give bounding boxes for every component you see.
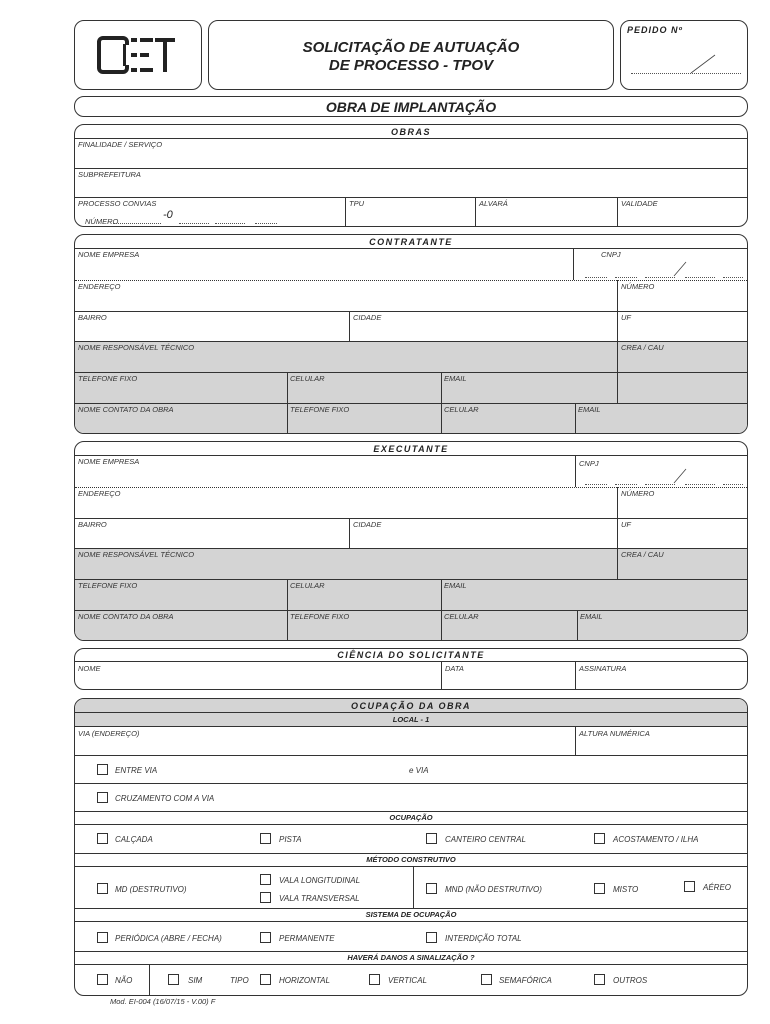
contratante-telefone: TELEFONE FIXO: [78, 374, 138, 383]
executante-email2: EMAIL: [580, 612, 603, 621]
ciencia-nome: NOME: [78, 664, 101, 673]
contratante-bairro: BAIRRO: [78, 313, 107, 322]
nao-label: NÃO: [115, 976, 133, 985]
contratante-crea: CREA / CAU: [621, 343, 664, 352]
contratante-telefone2: TELEFONE FIXO: [290, 405, 350, 414]
contratante-contato: NOME CONTATO DA OBRA: [78, 405, 174, 414]
validade-label: VALIDADE: [621, 199, 658, 208]
md-label: MD (DESTRUTIVO): [115, 885, 187, 894]
local-title: LOCAL - 1: [392, 715, 430, 724]
aereo-label: AÉREO: [703, 883, 732, 892]
sim-label: SIM: [188, 976, 203, 985]
executante-bairro: BAIRRO: [78, 520, 107, 529]
numero-label: NÚMERO: [85, 217, 119, 226]
sim-checkbox[interactable]: [168, 974, 179, 985]
outros-label: OUTROS: [613, 976, 648, 985]
acostamento-checkbox[interactable]: [594, 833, 605, 844]
pedido-line: [631, 73, 741, 74]
vertical-checkbox[interactable]: [369, 974, 380, 985]
executante-title: EXECUTANTE: [373, 444, 449, 454]
mnd-label: MND (NÃO DESTRUTIVO): [445, 885, 542, 894]
executante-endereco: ENDEREÇO: [78, 489, 121, 498]
vertical-label: VERTICAL: [388, 976, 427, 985]
horizontal-checkbox[interactable]: [260, 974, 271, 985]
obras-title: OBRAS: [390, 127, 431, 137]
periodica-checkbox[interactable]: [97, 932, 108, 943]
metodo-subtitle: MÉTODO CONSTRUTIVO: [366, 855, 456, 864]
pedido-label: PEDIDO Nº: [627, 25, 683, 35]
contratante-title: CONTRATANTE: [369, 237, 453, 247]
form-title-line1: SOLICITAÇÃO DE AUTUAÇÃO: [302, 39, 520, 56]
contratante-celular: CELULAR: [290, 374, 325, 383]
tpu-label: TPU: [349, 199, 364, 208]
pedido-slash-icon: [689, 53, 719, 75]
e-via-label: e VIA: [409, 766, 429, 775]
ciencia-assinatura: ASSINATURA: [579, 664, 627, 673]
contratante-endereco: ENDEREÇO: [78, 282, 121, 291]
cet-logo: [97, 35, 177, 75]
permanente-label: PERMANENTE: [279, 934, 335, 943]
obras-section: [74, 124, 748, 227]
sistema-subtitle: SISTEMA DE OCUPAÇÃO: [365, 910, 457, 919]
contratante-celular2: CELULAR: [444, 405, 479, 414]
ciencia-title: CIÊNCIA DO SOLICITANTE: [337, 650, 485, 660]
executante-nome-empresa: NOME EMPRESA: [78, 457, 140, 466]
contratante-email: EMAIL: [444, 374, 467, 383]
finalidade-label: FINALIDADE / SERVIÇO: [78, 140, 163, 149]
canteiro-checkbox[interactable]: [426, 833, 437, 844]
vala-trans-label: VALA TRANSVERSAL: [279, 894, 360, 903]
horizontal-label: HORIZONTAL: [279, 976, 330, 985]
executante-responsavel: NOME RESPONSÁVEL TÉCNICO: [78, 550, 195, 559]
ocupacao-subtitle: OCUPAÇÃO: [389, 813, 433, 822]
outros-checkbox[interactable]: [594, 974, 605, 985]
pista-label: PISTA: [279, 835, 302, 844]
executante-numero: NÚMERO: [621, 489, 655, 498]
numero-prefix: -0: [163, 209, 173, 221]
ocupacao-title: OCUPAÇÃO DA OBRA: [351, 701, 471, 711]
entre-via-checkbox[interactable]: [97, 764, 108, 775]
contratante-cidade: CIDADE: [353, 313, 382, 322]
form-title-line2: DE PROCESSO - TPOV: [328, 57, 494, 74]
via-label: VIA (ENDEREÇO): [78, 729, 140, 738]
logo-box: [74, 20, 202, 90]
executante-cidade: CIDADE: [353, 520, 382, 529]
tipo-label: TIPO: [230, 976, 249, 985]
contratante-cnpj: CNPJ: [601, 250, 621, 259]
canteiro-label: CANTEIRO CENTRAL: [445, 835, 526, 844]
executante-section: [74, 441, 748, 641]
aereo-checkbox[interactable]: [684, 881, 695, 892]
executante-uf: UF: [621, 520, 631, 529]
contratante-email2: EMAIL: [578, 405, 601, 414]
pista-checkbox[interactable]: [260, 833, 271, 844]
contratante-nome-empresa: NOME EMPRESA: [78, 250, 140, 259]
contratante-numero: NÚMERO: [621, 282, 655, 291]
contratante-uf: UF: [621, 313, 631, 322]
processo-label: PROCESSO CONVIAS: [78, 199, 157, 208]
cruzamento-label: CRUZAMENTO COM A VIA: [115, 794, 215, 803]
permanente-checkbox[interactable]: [260, 932, 271, 943]
entre-via-label: ENTRE VIA: [115, 766, 158, 775]
acostamento-label: ACOSTAMENTO / ILHA: [613, 835, 699, 844]
contratante-section: [74, 234, 748, 434]
contratante-responsavel: NOME RESPONSÁVEL TÉCNICO: [78, 343, 195, 352]
ciencia-data: DATA: [445, 664, 464, 673]
semaforica-checkbox[interactable]: [481, 974, 492, 985]
altura-label: ALTURA NUMÉRICA: [579, 729, 650, 738]
vala-trans-checkbox[interactable]: [260, 892, 271, 903]
vala-long-checkbox[interactable]: [260, 874, 271, 885]
banner-box: [74, 96, 748, 117]
executante-contato: NOME CONTATO DA OBRA: [78, 612, 174, 621]
semaforica-label: SEMAFÓRICA: [499, 976, 552, 985]
executante-telefone: TELEFONE FIXO: [78, 581, 138, 590]
alvara-label: ALVARÁ: [479, 199, 508, 208]
calcada-checkbox[interactable]: [97, 833, 108, 844]
periodica-label: PERIÓDICA (ABRE / FECHA): [115, 934, 222, 943]
vala-long-label: VALA LONGITUDINAL: [279, 876, 361, 885]
footer-model: Mod. EI-004 (16/07/15 - V.00) F: [110, 997, 216, 1006]
ciencia-section: [74, 648, 748, 690]
executante-email: EMAIL: [444, 581, 467, 590]
danos-subtitle: HAVERÁ DANOS A SINALIZAÇÃO ?: [347, 953, 475, 962]
calcada-label: CALÇADA: [115, 835, 153, 844]
pedido-box[interactable]: [620, 20, 748, 90]
executante-cnpj: CNPJ: [579, 459, 599, 468]
executante-celular: CELULAR: [290, 581, 325, 590]
executante-celular2: CELULAR: [444, 612, 479, 621]
ocupacao-section: [74, 698, 748, 996]
executante-crea: CREA / CAU: [621, 550, 664, 559]
interdicao-checkbox[interactable]: [426, 932, 437, 943]
cruzamento-checkbox[interactable]: [97, 792, 108, 803]
interdicao-label: INTERDIÇÃO TOTAL: [445, 934, 522, 943]
misto-checkbox[interactable]: [594, 883, 605, 894]
nao-checkbox[interactable]: [97, 974, 108, 985]
misto-label: MISTO: [613, 885, 639, 894]
executante-telefone2: TELEFONE FIXO: [290, 612, 350, 621]
mnd-checkbox[interactable]: [426, 883, 437, 894]
md-checkbox[interactable]: [97, 883, 108, 894]
banner-title: OBRA DE IMPLANTAÇÃO: [325, 99, 497, 115]
subprefeitura-label: SUBPREFEITURA: [78, 170, 141, 179]
title-box: [208, 20, 614, 90]
